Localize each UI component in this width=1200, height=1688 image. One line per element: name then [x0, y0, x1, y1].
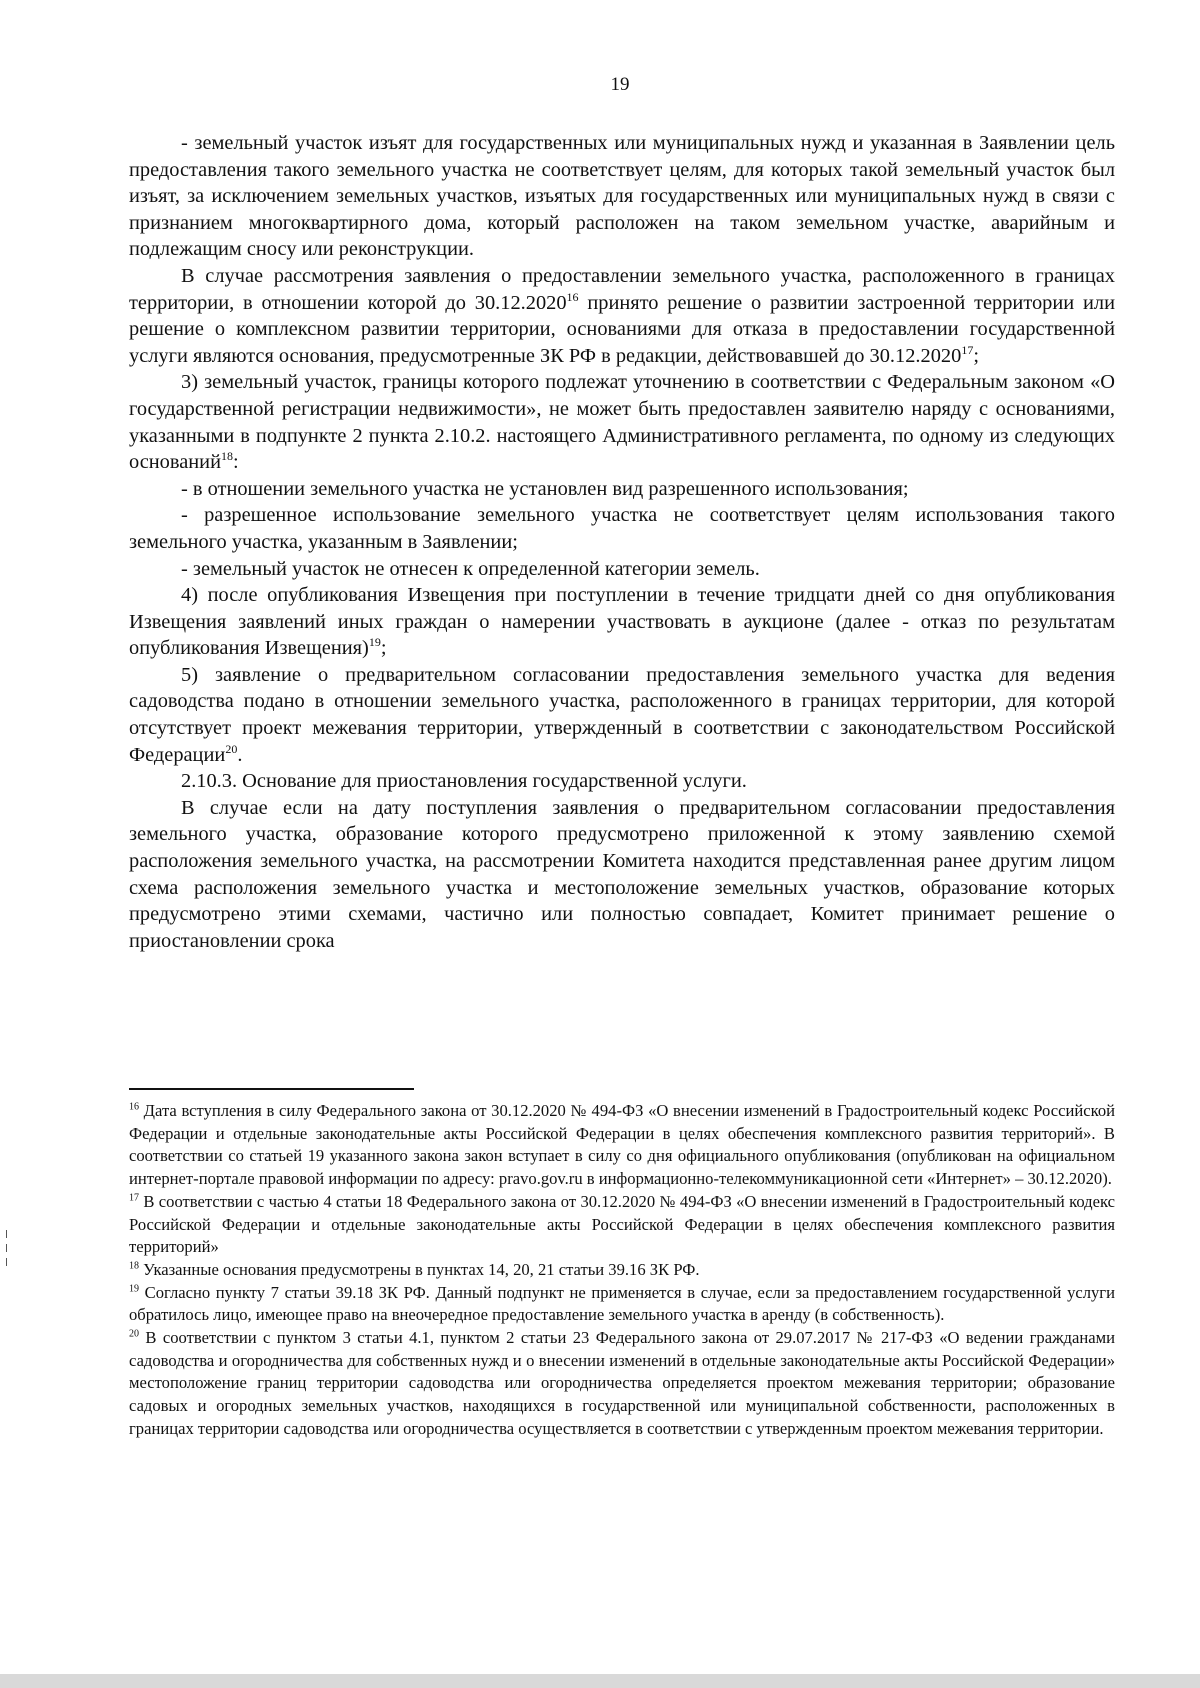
paragraph-use-mismatch [129, 502, 1115, 555]
paragraph-text: - земельный участок изъят для государственных или муниципальных нужд и указанная в Заявлении цель предоставления такого земельного участка не соответствует целям, для которых такой земельный участок был изъят, за исключением земельных участков, изъятых для государственных или муниципальных нужд в связи с признанием многоквартирного дома, который расположен на таком земельном участке, аварийным и подлежащим сносу или реконструкции. [129, 132, 1115, 261]
footnote-number: 20 [129, 1328, 139, 1340]
paragraph-suspension [129, 795, 1115, 955]
paragraph-text: 4) после опубликования Извещения при поступлении в течение тридцати дней со дня опубликования Извещения заявлений иных граждан о намерении участвовать в аукционе (далее - отказ по результатам опубликования Извещения) [129, 584, 1115, 660]
scan-mark [6, 1258, 7, 1266]
paragraph-item-3 [129, 369, 1115, 475]
footnote-text: В соответствии с частью 4 статьи 18 Федерального закона от 30.12.2020 № 494-ФЗ «О внесении изменений в Градостроительный кодекс Российской Федерации и отдельные законодательные акты Российской Федерации в целях обеспечения комплексного развития территорий» [129, 1191, 1115, 1257]
footnote-20 [129, 1327, 1115, 1441]
footnote-text: В соответствии с пунктом 3 статьи 4.1, пунктом 2 статьи 23 Федерального закона от 29.07.2017 № 217-ФЗ «О ведении гражданами садоводства и огородничества для собственных нужд и о внесении изменений в отдельные законодательные акты Российской Федерации» местоположение границ территории садоводства или огородничества определяется проектом межевания территории; образование садовых и огородных земельных участков, находящихся в государственной или муниципальной собственности, расположенных в границах территории садоводства или огородничества осуществляется в соответствии с утвержденным проектом межевания территории. [129, 1328, 1115, 1438]
footnote-number: 16 [129, 1101, 139, 1113]
footnote-19 [129, 1282, 1115, 1327]
paragraph-text: - в отношении земельного участка не установлен вид разрешенного использования; [181, 477, 909, 500]
paragraph-text: 3) земельный участок, границы которого подлежат уточнению в соответствии с Федеральным законом «О государственной регистрации недвижимости», не может быть предоставлен заявителю наряду с основаниями, указанными в подпункте 2 пункта 2.10.2. настоящего Административного регламента, по одному из следующих оснований [129, 371, 1115, 474]
paragraph-text: 2.10.3. Основание для приостановления государственной услуги. [181, 770, 747, 793]
footnote-number: 19 [129, 1283, 139, 1295]
footnote-ref-17[interactable]: 17 [961, 342, 974, 357]
scan-mark [6, 1244, 7, 1252]
paragraph-development-territory [129, 263, 1115, 369]
paragraph-text: 5) заявление о предварительном согласовании предоставления земельного участка для ведения садоводства подано в отношении земельного участка, расположенного в границах территории, для которой отсутствует проект межевания территории, утвержденный в соответствии с законодательством Российской Федерации [129, 663, 1115, 766]
paragraph-text: . [237, 743, 243, 766]
footnotes [129, 1100, 1115, 1441]
footnote-18 [129, 1259, 1115, 1282]
document-body [129, 130, 1115, 954]
footnote-17 [129, 1191, 1115, 1259]
paragraph-text: В случае рассмотрения заявления о предоставлении земельного участка, расположенного в границах территории, в отношении которой до 30.12.2020 [129, 264, 1115, 314]
page-number: 19 [610, 74, 630, 95]
footnote-text: Согласно пункту 7 статьи 39.18 ЗК РФ. Данный подпункт не применяется в случае, если за предоставлением государственной услуги обратилось лицо, имеющее право на внеочередное предоставление земельного участка в аренду (в собственность). [129, 1282, 1115, 1325]
paragraph-text: - разрешенное использование земельного участка не соответствует целям использования такого земельного участка, указанным в Заявлении; [129, 504, 1115, 553]
footnote-ref-18[interactable]: 18 [221, 449, 234, 464]
footnote-number: 18 [129, 1260, 139, 1272]
paragraph-no-category [129, 556, 1115, 583]
paragraph-text: : [233, 451, 239, 474]
paragraph-item-4 [129, 582, 1115, 662]
paragraph-text: - земельный участок не отнесен к определенной категории земель. [181, 557, 760, 580]
paragraph-text: ; [973, 344, 979, 367]
footnote-ref-20[interactable]: 20 [225, 741, 238, 756]
section-heading-2-10-3 [129, 768, 1115, 795]
scan-margin-marks [6, 1230, 9, 1272]
paragraph-land-seized [129, 130, 1115, 263]
footnote-separator [129, 1088, 414, 1090]
scan-mark [6, 1230, 7, 1238]
paragraph-text: ; [380, 637, 387, 660]
footnote-ref-19[interactable]: 19 [368, 635, 381, 650]
footnote-number: 17 [129, 1192, 139, 1204]
footnote-16 [129, 1100, 1115, 1191]
footnote-text: Указанные основания предусмотрены в пунктах 14, 20, 21 статьи 39.16 ЗК РФ. [139, 1259, 700, 1279]
paragraph-item-5 [129, 662, 1115, 768]
scan-bottom-edge [0, 1674, 1200, 1688]
paragraph-text: В случае если на дату поступления заявления о предварительном согласовании предоставления земельного участка, образование которого предусмотрено приложенной к этому заявлению схемой расположения земельного участка, на рассмотрении Комитета находится представленная ранее другим лицом схема расположения земельного участка и местоположение земельных участков, образование которых предусмотрено этими схемами, частично или полностью совпадает, Комитет принимает решение о приостановлении срока [129, 796, 1115, 952]
footnote-text: Дата вступления в силу Федерального закона от 30.12.2020 № 494-ФЗ «О внесении изменений в Градостроительный кодекс Российской Федерации и отдельные законодательные акты Российской Федерации в целях обеспечения комплексного развития территорий». В соответствии со статьей 19 указанного закона закон вступает в силу со дня официального опубликования (опубликован на официальном интернет-портале правовой информации по адресу: pravo.gov.ru в информационно-телекоммуникационной сети «Интернет» – 30.12.2020). [129, 1101, 1115, 1189]
footnote-ref-16[interactable]: 16 [566, 289, 579, 304]
paragraph-text: принято решение о развитии застроенной территории или решение о комплексном развитии территории, основаниями для отказа в предоставлении государственной услуги являются основания, предусмотренные ЗК РФ в редакции, действовавшей до 30.12.2020 [129, 291, 1115, 367]
paragraph-no-permitted-use [129, 476, 1115, 503]
